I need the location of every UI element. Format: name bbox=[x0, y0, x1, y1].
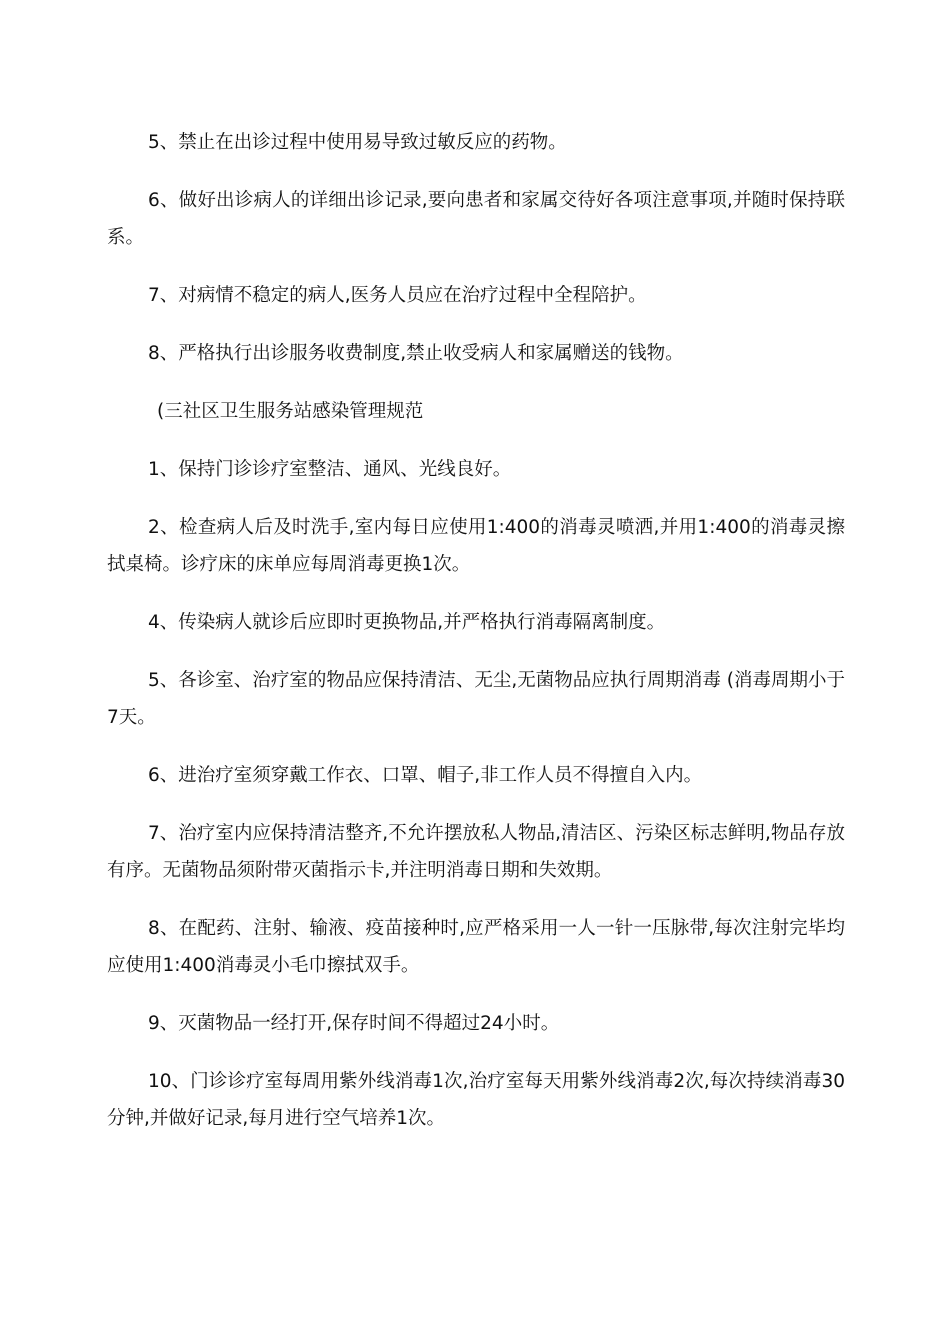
paragraph-item-6-attire: 6、进治疗室须穿戴工作衣、口罩、帽子,非工作人员不得擅自入内。 bbox=[148, 765, 703, 786]
paragraph-item-1-clean: 1、保持门诊诊疗室整洁、通风、光线良好。 bbox=[148, 459, 512, 480]
paragraph-item-8-fees: 8、严格执行出诊服务收费制度,禁止收受病人和家属赠送的钱物。 bbox=[148, 343, 684, 364]
paragraph-item-2-handwash: 2、检查病人后及时洗手,室内每日应使用1:400的消毒灵喷洒,并用1:400的消毒灵擦拭桌椅。诊疗床的床单应每周消毒更换1次。 bbox=[107, 517, 845, 575]
paragraph-item-7-escort: 7、对病情不稳定的病人,医务人员应在治疗过程中全程陪护。 bbox=[148, 285, 647, 306]
paragraph-item-9-storage: 9、灭菌物品一经打开,保存时间不得超过24小时。 bbox=[148, 1013, 560, 1034]
section-heading: (三社区卫生服务站感染管理规范 bbox=[157, 401, 424, 422]
paragraph-item-7-tidy: 7、治疗室内应保持清洁整齐,不允许摆放私人物品,清洁区、污染区标志鲜明,物品存放有序。无菌物品须附带灭菌指示卡,并注明消毒日期和失效期。 bbox=[107, 823, 845, 881]
paragraph-item-5-allergy: 5、禁止在出诊过程中使用易导致过敏反应的药物。 bbox=[148, 132, 567, 153]
paragraph-item-5-sterile: 5、各诊室、治疗室的物品应保持清洁、无尘,无菌物品应执行周期消毒 (消毒周期小于7天。 bbox=[107, 670, 845, 728]
paragraph-item-4-infectious: 4、传染病人就诊后应即时更换物品,并严格执行消毒隔离制度。 bbox=[148, 612, 666, 633]
paragraph-item-10-uv: 10、门诊诊疗室每周用紫外线消毒1次,治疗室每天用紫外线消毒2次,每次持续消毒30分钟,并做好记录,每月进行空气培养1次。 bbox=[107, 1071, 845, 1129]
document-body bbox=[107, 124, 845, 1158]
paragraph-item-6-records: 6、做好出诊病人的详细出诊记录,要向患者和家属交待好各项注意事项,并随时保持联系。 bbox=[107, 190, 845, 248]
paragraph-item-8-injection: 8、在配药、注射、输液、疫苗接种时,应严格采用一人一针一压脉带,每次注射完毕均应使用1:400消毒灵小毛巾擦拭双手。 bbox=[107, 918, 845, 976]
